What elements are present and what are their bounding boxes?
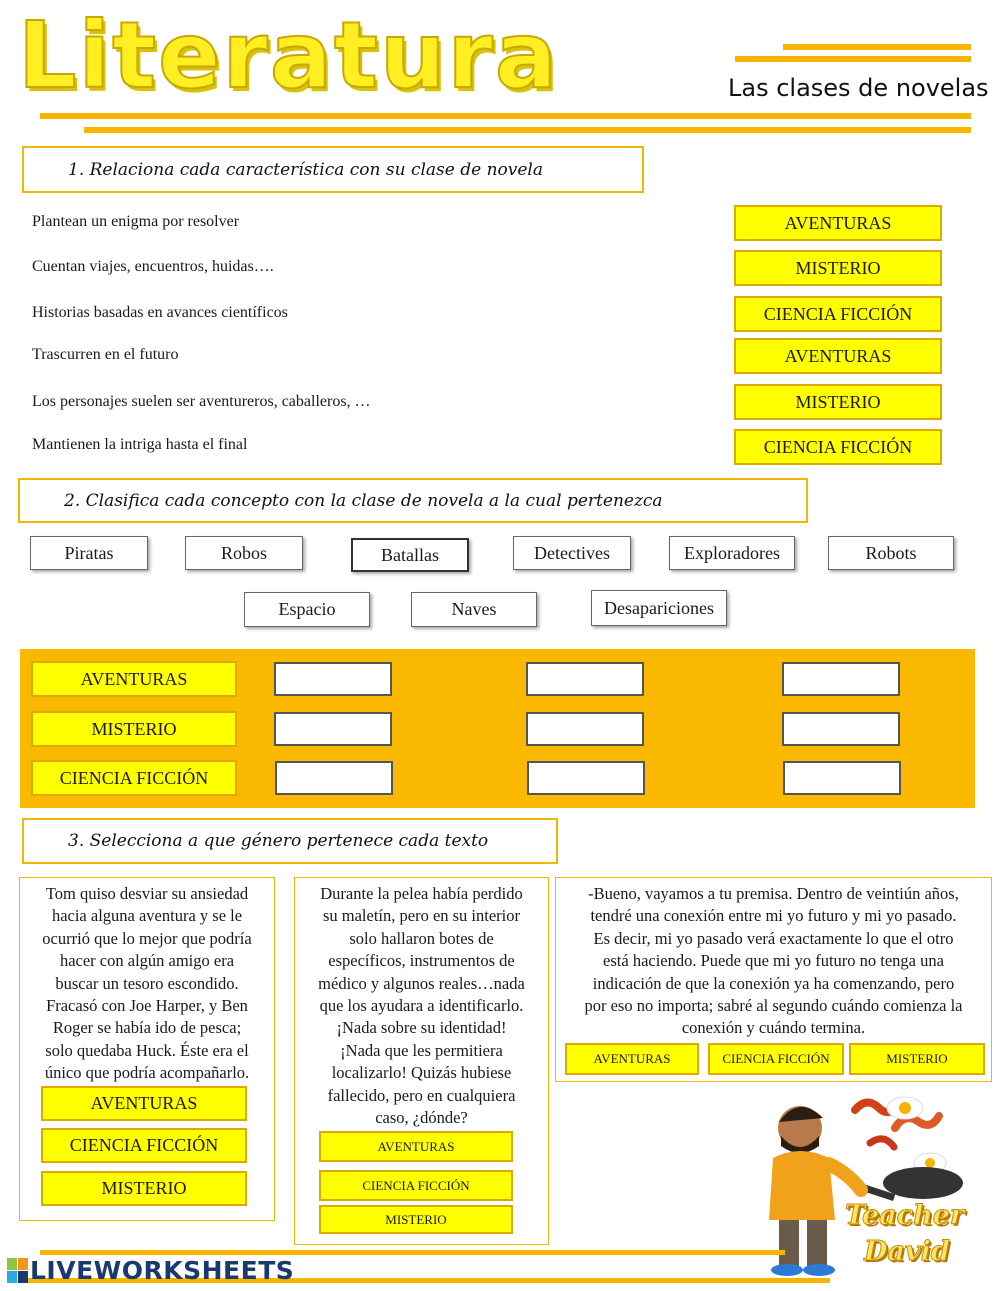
genre-option-aventuras[interactable]: AVENTURAS — [319, 1131, 513, 1162]
header-stripe — [735, 56, 971, 62]
match-option-button[interactable]: AVENTURAS — [734, 338, 942, 374]
concept-card-exploradores[interactable]: Exploradores — [669, 536, 795, 570]
drop-slot[interactable] — [275, 761, 393, 795]
header-stripe — [84, 127, 971, 133]
text-card-3-body: -Bueno, vayamos a tu premisa. Dentro de veintiún años, tendré una conexión entre mi yo futuro y mi yo pasado. Es decir, mi yo pasado verá exactamente lo que el otro está haciendo. Puede que mi yo futuro no tenga una indicación de que la conexión ya ha comenzando, pero por eso no importa; sabré al segundo cuándo comienza la conexión y cuándo termina. — [584, 884, 963, 1038]
genre-option-aventuras[interactable]: AVENTURAS — [565, 1043, 699, 1075]
genre-option-aventuras[interactable]: AVENTURAS — [41, 1086, 247, 1121]
teacher-label-line2: David — [864, 1236, 950, 1267]
concept-card-naves[interactable]: Naves — [411, 592, 537, 627]
concept-card-detectives[interactable]: Detectives — [513, 536, 631, 570]
liveworksheets-brand: LIVEWORKSHEETS — [30, 1256, 295, 1285]
genre-option-ciencia-ficcion[interactable]: CIENCIA FICCIÓN — [708, 1043, 844, 1075]
header-stripe — [40, 113, 971, 119]
teacher-label-line1: Teacher — [845, 1200, 965, 1231]
concept-card-desapariciones[interactable]: Desapariciones — [591, 590, 727, 626]
characteristic-text: Cuentan viajes, encuentros, huidas…. — [32, 258, 274, 275]
page-subtitle: Las clases de novelas — [728, 74, 989, 102]
drop-slot[interactable] — [526, 662, 644, 696]
section1-heading: 1. Relaciona cada característica con su clase de novela — [22, 146, 644, 193]
genre-option-ciencia-ficcion[interactable]: CIENCIA FICCIÓN — [41, 1128, 247, 1163]
characteristic-text: Mantienen la intriga hasta el final — [32, 436, 248, 453]
match-option-button[interactable]: CIENCIA FICCIÓN — [734, 429, 942, 465]
concept-card-espacio[interactable]: Espacio — [244, 592, 370, 627]
category-label-aventuras: AVENTURAS — [31, 661, 237, 697]
section2-heading: 2. Clasifica cada concepto con la clase de novela a la cual pertenezca — [18, 478, 808, 523]
characteristic-text: Plantean un enigma por resolver — [32, 213, 240, 230]
match-option-button[interactable]: CIENCIA FICCIÓN — [734, 296, 942, 332]
drop-slot[interactable] — [783, 761, 901, 795]
drop-slot[interactable] — [526, 712, 644, 746]
characteristic-text: Los personajes suelen ser aventureros, caballeros, … — [32, 393, 371, 410]
liveworksheets-logo-icon — [7, 1258, 29, 1284]
drop-slot[interactable] — [274, 662, 392, 696]
drop-slot[interactable] — [782, 712, 900, 746]
genre-option-ciencia-ficcion[interactable]: CIENCIA FICCIÓN — [319, 1170, 513, 1201]
drop-slot[interactable] — [274, 712, 392, 746]
concept-card-robots[interactable]: Robots — [828, 536, 954, 570]
match-option-button[interactable]: MISTERIO — [734, 384, 942, 420]
genre-option-misterio[interactable]: MISTERIO — [319, 1205, 513, 1234]
section3-heading: 3. Selecciona a que género pertenece cada texto — [22, 818, 558, 864]
genre-option-misterio[interactable]: MISTERIO — [849, 1043, 985, 1075]
drop-slot[interactable] — [527, 761, 645, 795]
genre-option-misterio[interactable]: MISTERIO — [41, 1171, 247, 1206]
concept-card-robos[interactable]: Robos — [185, 536, 303, 570]
header-stripe — [783, 44, 971, 50]
category-label-ciencia-ficcion: CIENCIA FICCIÓN — [31, 760, 237, 796]
text-card-2-body: Durante la pelea había perdido su maletín, pero en su interior solo hallaron botes de específicos, instrumentos de médico y algunos reales…nada que los ayudara a identificarlo. ¡Nada sobre su identidad! ¡Nada que les permitiera localizarlo! Quizás hubiese fallecido, pero en cualquiera caso, ¿dónde? — [318, 884, 525, 1128]
match-option-button[interactable]: AVENTURAS — [734, 205, 942, 241]
footer-stripe — [40, 1250, 785, 1255]
page-title: Literatura — [18, 2, 559, 109]
concept-card-batallas[interactable]: Batallas — [351, 538, 469, 572]
text-card-1-body: Tom quiso desviar su ansiedad hacia alguna aventura y se le ocurrió que lo mejor que podría hacer con algún amigo era buscar un tesoro escondido. Fracasó con Joe Harper, y Ben Roger se había ido de pesca; solo quedaba Huck. Éste era el único que podría acompañarlo. — [42, 884, 252, 1083]
drop-slot[interactable] — [782, 662, 900, 696]
concept-card-piratas[interactable]: Piratas — [30, 536, 148, 570]
characteristic-text: Trascurren en el futuro — [32, 346, 179, 363]
category-label-misterio: MISTERIO — [31, 711, 237, 747]
characteristic-text: Historias basadas en avances científicos — [32, 304, 288, 321]
match-option-button[interactable]: MISTERIO — [734, 250, 942, 286]
